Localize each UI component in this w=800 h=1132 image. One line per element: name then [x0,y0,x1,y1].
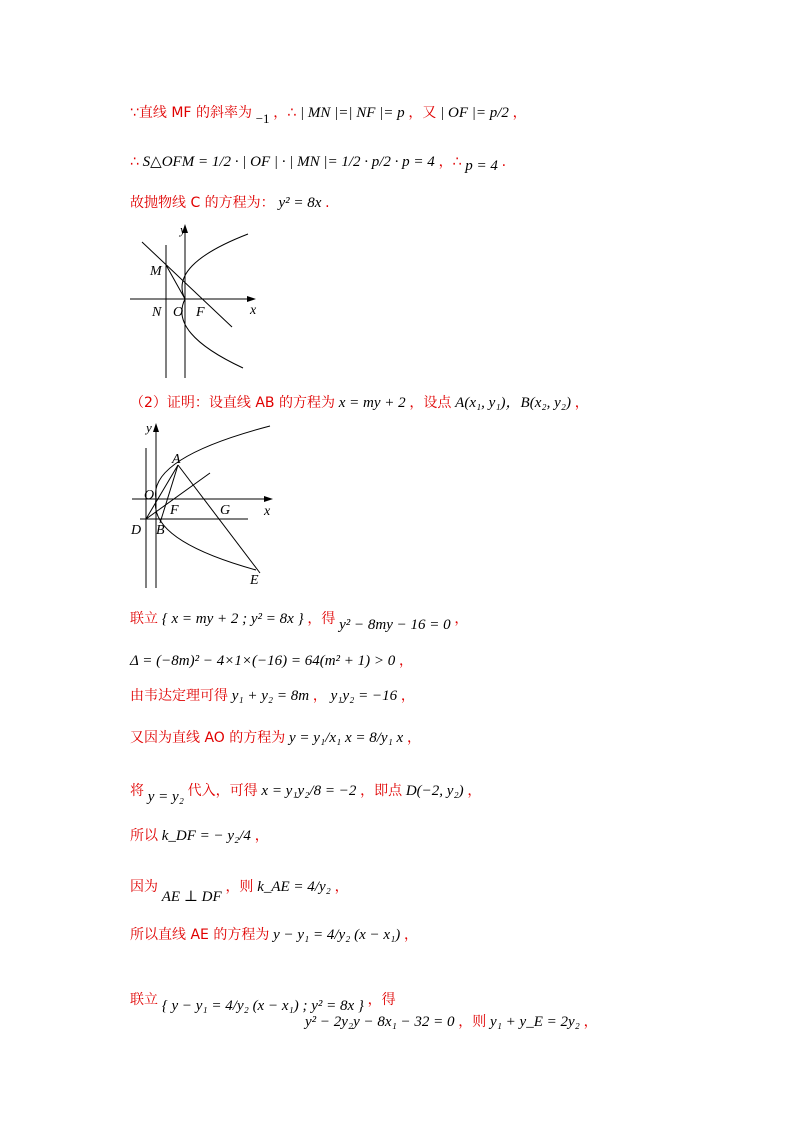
formula: Δ = (−8m)² − 4×1×(−16) = 64(m² + 1) > 0 [130,653,396,669]
text: ，则 [458,1014,487,1030]
text: ， [312,688,327,704]
label-f: F [170,503,179,518]
line-12 [130,925,418,945]
text: ， [404,927,419,943]
label-y: y [146,420,152,435]
text: （2）证明：设直线 AB 的方程为 [130,395,335,411]
line-13 [130,990,396,1014]
figure-1-parabola [128,220,268,380]
x-axis-arrow [264,496,273,502]
formula: y² − 2y₂y − 8x₁ − 32 = 0 [305,1014,455,1030]
label-f: F [196,305,205,320]
text: 因为 [130,879,158,895]
text: 联立 [130,611,158,627]
parabola-curve [155,426,270,570]
label-a: A [172,452,181,467]
text: . [325,195,330,211]
formula: y = y₂ [147,789,184,805]
label-n: N [152,305,162,320]
formula: x = my + 2 [338,395,406,411]
formula: | MN |=| NF |= p [299,105,405,121]
text: ， [254,828,269,844]
line-1 [130,103,527,126]
formula: k_AE = 4/y₂ [257,879,331,895]
text: ，则 [225,879,254,895]
formula: A(x₁, y₁)，B(x₂, y₂) [455,395,571,411]
y-axis-arrow [153,423,159,432]
formula: y = y₁/x₁ x = 8/y₁ x [289,730,404,746]
label-b: B [156,523,165,538]
formula: k_DF = − y₂/4 [161,828,251,844]
formula: y₁ + y_E = 2y₂ [490,1014,580,1030]
formula: p = 4 [465,158,498,174]
line-13b [305,1012,598,1032]
line-3 [130,193,330,213]
slope-value: −1 [255,111,270,126]
system-of-equations: { y − y₁ = 4/y₂ (x − x₁) ; y² = 8x } [161,998,364,1014]
text: ，∴ [273,105,297,121]
formula: y₁y₂ = −16 [330,688,398,704]
text: ，设点 [409,395,452,411]
text: ， [399,653,414,669]
line-5 [130,609,469,633]
text: 所以直线 AE 的方程为 [130,927,270,943]
text: 将 [130,783,144,799]
label-e: E [250,573,259,588]
label-g: G [220,503,231,518]
text: ∴ [130,154,139,170]
formula: y² = 8x [278,195,322,211]
formula: y² − 8my − 16 = 0 [339,617,451,633]
formula: S△OFM = 1/2 · | OF | · | MN |= 1/2 · p/2 · p = 4 [142,154,435,170]
text: 联立 [130,992,158,1008]
formula: | OF |= p/2 [440,105,509,121]
text: ， [512,105,527,121]
text: 由韦达定理可得 [130,688,228,704]
text: ， [334,879,349,895]
x-axis-arrow [247,296,256,302]
formula: x = y₁y₂/8 = −2 [261,783,357,799]
text: ，∴ [438,154,462,170]
text: 故抛物线 C 的方程为： [130,195,275,211]
text: ，又 [408,105,437,121]
text: ∵直线 MF 的斜率为 [130,105,252,121]
text: ， [574,395,589,411]
label-m: M [150,264,162,279]
text: ， [454,611,469,627]
formula: y₁ + y₂ = 8m [231,688,310,704]
label-x: x [250,303,257,318]
text: ， [406,730,421,746]
label-o: O [173,305,184,320]
parabola-curve [182,234,248,368]
label-y: y [180,222,186,237]
line-4 [130,393,589,413]
label-x: x [264,504,271,519]
text: ，得 [367,992,396,1008]
label-o: O [144,488,155,503]
line-2 [130,152,506,172]
line-9 [130,781,482,805]
text: ，即点 [360,783,403,799]
formula: y − y₁ = 4/y₂ (x − x₁) [273,927,401,943]
line-7 [130,686,415,706]
system-of-equations: { x = my + 2 ; y² = 8x } [161,611,304,627]
line-6 [130,651,413,671]
line-10 [130,826,269,846]
point-d: D(−2, y₂) [405,783,464,799]
text: 代入，可得 [187,783,258,799]
label-d: D [131,523,142,538]
text: ， [467,783,482,799]
text: ， [400,688,415,704]
text: 又因为直线 AO 的方程为 [130,730,286,746]
figure-2-parabola [128,418,278,590]
text: . [501,154,507,170]
line-8 [130,728,421,748]
line-11 [130,877,349,905]
text: 所以 [130,828,158,844]
formula: AE ⊥ DF [161,889,222,905]
text: ，得 [307,611,336,627]
text: ， [583,1014,598,1030]
